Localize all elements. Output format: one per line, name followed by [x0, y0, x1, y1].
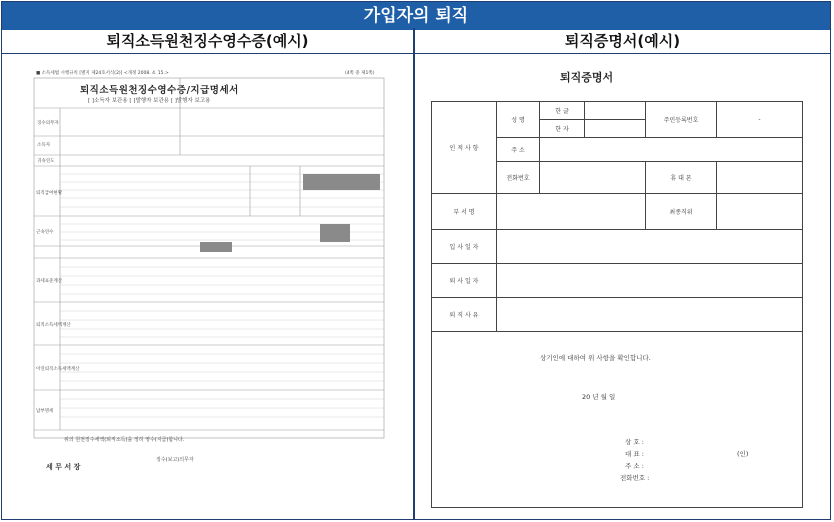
- label-personal: 인 적 사 항: [432, 102, 497, 194]
- label-position: 최종직위: [646, 194, 717, 230]
- form-row-label: 퇴직급여현황: [36, 191, 63, 196]
- value-korean: [585, 102, 646, 120]
- cert-table: [431, 101, 803, 332]
- value-rrn: -: [717, 102, 803, 138]
- form-row-label: 징수의무자: [37, 121, 59, 126]
- form-subtitle: [ ]소득자 보관용 [ ]발행자 보관용 [ ]발행자 보고용: [88, 98, 211, 104]
- label-hire-date: 입 사 일 자: [432, 230, 497, 264]
- label-dept: 부 서 명: [432, 194, 497, 230]
- sign-label-phone: 전화번호 :: [620, 474, 650, 482]
- value-hanja: [585, 120, 646, 138]
- right-heading: 퇴직증명서(예시): [415, 28, 830, 54]
- value-hire-date: [497, 230, 803, 264]
- value-dept: [497, 194, 646, 230]
- label-rrn: 주민등록번호: [646, 102, 717, 138]
- sign-label-company: 상 호 :: [625, 438, 644, 446]
- form-footer: 위의 원천징수세액(퇴직소득)을 정히 영수(지급)합니다.: [64, 437, 185, 443]
- form-row-label: 납부명세: [36, 409, 54, 414]
- left-heading: 퇴직소득원천징수영수증(예시): [2, 28, 413, 54]
- banner-title: 가입자의 퇴직: [2, 2, 830, 30]
- label-korean: 한 글: [540, 102, 585, 120]
- form-row-label: 근속연수: [36, 230, 54, 235]
- label-reason: 퇴 직 사 유: [432, 298, 497, 332]
- form-signature: 징수(보고)의무자: [156, 457, 194, 463]
- cert-date-line: 20 년 월 일: [582, 393, 616, 401]
- label-address: 주 소: [497, 138, 540, 162]
- label-retire-date: 퇴 사 일 자: [432, 264, 497, 298]
- form-top-note: ■ 소득세법 시행규칙 [별지 제24호서식(2)] <개정 2008. 4. 15.>: [36, 71, 169, 76]
- label-mobile: 휴 대 폰: [646, 162, 717, 194]
- value-mobile: [717, 162, 803, 194]
- form-row-label: 과세표준계산: [36, 279, 63, 284]
- form-row-label: 귀속연도: [37, 159, 55, 164]
- form-title: 퇴직소득원천징수영수증/지급명세서: [80, 85, 239, 96]
- value-reason: [497, 298, 803, 332]
- form-row-label: 이연퇴직소득세액계산: [36, 367, 80, 372]
- sign-label-address: 주 소 :: [625, 462, 644, 470]
- label-phone: 전화번호: [497, 162, 540, 194]
- value-address: [540, 138, 803, 162]
- value-position: [717, 194, 803, 230]
- cert-statement: 상기인에 대하여 위 사항을 확인합니다.: [540, 354, 651, 362]
- form-page-note: (4쪽 중 제1쪽): [345, 71, 375, 76]
- cert-title: 퇴직증명서: [560, 71, 614, 84]
- tax-office-label: 세 무 서 장: [46, 463, 81, 471]
- value-retire-date: [497, 264, 803, 298]
- form-row-label: 소득자: [37, 143, 51, 148]
- value-phone: [540, 162, 646, 194]
- label-name: 성 명: [497, 102, 540, 138]
- form-row-label: 퇴직소득세액계산: [36, 323, 71, 328]
- seal-mark: (인): [737, 450, 749, 458]
- sign-label-ceo: 대 표 :: [625, 450, 644, 458]
- label-hanja: 한 자: [540, 120, 585, 138]
